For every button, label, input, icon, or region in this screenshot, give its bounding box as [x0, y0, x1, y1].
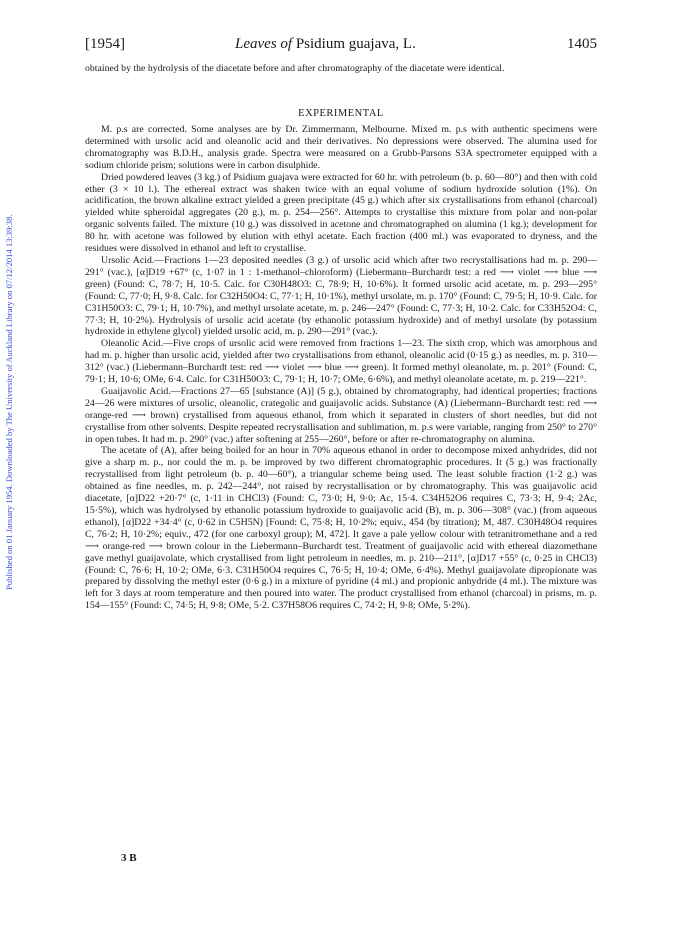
intro-paragraph-block: [85, 63, 597, 75]
paragraph-acetate: The acetate of (A), after being boiled for an hour in 70% aqueous ethanol in order to decompose mixed anhydrides, did not give a sharp m. p., nor could the m. p. be improved by two different chromatographic procedures. It (5 g.) was fractionally recrystallised from light petroleum (b. p. 40—60°), a triangular scheme being used. The least soluble fraction (1·2 g.) was obtained as fine needles, m. p. 242—244°, not raised by recrystallisation or by chromatography. This was guaijavolic acid diacetate, [α]D22 +20·7° (c, 1·11 in CHCl3) (Found: C, 73·0; H, 9·0; Ac, 15·4. C34H52O6 requires C, 73·3; H, 9·4; 2Ac, 15·5%), which was hydrolysed by ethanolic potassium hydroxide to guaijavolic acid (B), m. p. 306—308° (vac.) (from aqueous ethanol), [α]D22 +34·4° (c, 0·62 in C5H5N) [Found: C, 75·8; H, 10·2%; equiv., 454 (by titration); M, 487. C30H48O4 requires C, 76·2; H, 10·2%; equiv., 472 (for one carboxyl group); M, 472]. It gave a pale yellow colour with tetranitromethane and a red ⟶ orange-red ⟶ brown colour in the Liebermann–Burchardt test. Treatment of guaijavolic acid with ethereal diazomethane gave methyl guaijavolate, which crystallised from light petroleum in needles, m. p. 210—211°, [α]D17 +55° (c, 0·25 in CHCl3) (Found: C, 76·6; H, 10·2; OMe, 6·3. C31H50O4 requires C, 76·5; H, 10·4; OMe, 6·4%). Methyl guaijavolate dipropionate was prepared by dissolving the methyl ester (0·6 g.) in a mixture of pyridine (4 ml.) and propionic anhydride (4 ml.). The mixture was left for 3 days at room temperature and then poured into water. The product crystallised from ethanol (charcoal) in prisms, m. p. 154—155° (Found: C, 74·5; H, 9·8; OMe, 5·2. C37H58O6 requires C, 74·2; H, 9·8; OMe, 5·2%).: [85, 445, 597, 612]
download-notice[interactable]: Published on 01 January 1954. Downloaded by The University of Auckland Library on 07/12/2014 13:39:38.: [4, 214, 14, 590]
paragraph-guaijavolic-acid: Guaijavolic Acid.—Fractions 27—65 [substance (A)] (5 g.), obtained by chromatography, had identical properties; fractions 24—26 were mixtures of ursolic, oleanolic, crategolic and guaijavolic acids. Substance (A) (Liebermann–Burchardt test: red ⟶ orange-red ⟶ brown) crystallised from aqueous ethanol, from which it separated in clusters of short needles, but did not crystallise from other solvents. Despite repeated recrystallisation and sublimation, m. p.s were variable, ranging from 250° to 270° in open tubes. It had m. p. 290° (vac.) after softening at 255—260°, before or after re-chromatography on alumina.: [85, 385, 597, 445]
paragraph-ursolic-acid: Ursolic Acid.—Fractions 1—23 deposited needles (3 g.) of ursolic acid which after two recrystallisations had m. p. 290—291° (vac.), [α]D19 +67° (c, 1·07 in 1 : 1-methanol–chloroform) (Liebermann–Burchardt test: a red ⟶ violet ⟶ blue ⟶ green) (Found: C, 78·7; H, 10·5. Calc. for C30H48O3: C, 78·9; H, 10·6%). It formed ursolic acid acetate, m. p. 293—295° (Found: C, 77·0; H, 9·8. Calc. for C32H50O4: C, 77·1; H, 10·1%), methyl ursolate, m. p. 170° (Found: C, 79·5; H, 10·9. Calc. for C31H50O3: C, 79·1; H, 10·7%), and methyl ursolate acetate, m. p. 246—247° (Found: C, 77·3; H, 10·2. Calc. for C33H52O4: C, 77·3; H, 10·2%). Hydrolysis of ursolic acid acetate (by ethanolic potassium hydroxide) and of methyl ursolate (by potassium hydroxide in ethylene glycol) yielded ursolic acid, m. p. 290—291° (vac.).: [85, 254, 597, 338]
paragraph-extraction: Dried powdered leaves (3 kg.) of Psidium guajava were extracted for 60 hr. with petroleum (b. p. 60—80°) and then with cold ether (3 × 10 l.). The ethereal extract was shaken twice with an equal volume of sodium hydroxide solution (1%). On acidification, the brown alkaline extract yielded a green precipitate (45 g.) which after six crystallisations from ethanol (charcoal) yielded white spheroidal aggregates (20 g.), m. p. 254—256°. Attempts to crystallise this mixture from polar and non-polar organic solvents failed. The mixture (10 g.) was dissolved in acetone and chromatographed on alumina (1 kg.); development for 80 hr. with acetone was followed by elution with ethyl acetate. Each fraction (400 ml.) was evaporated to dryness, and the residues were dissolved in ethanol and left to crystallise.: [85, 171, 597, 255]
signature-mark: 3 B: [121, 852, 137, 864]
running-title: [235, 36, 416, 53]
journal-year: [1954]: [85, 36, 125, 52]
running-header: [85, 36, 597, 56]
download-notice-margin: [0, 0, 30, 936]
paragraph-oleanolic-acid: Oleanolic Acid.—Five crops of ursolic acid were removed from fractions 1—23. The sixth crop, which was amorphous and had m. p. higher than ursolic acid, yielded after two crystallisations from ethanol, oleanolic acid (0·15 g.) as needles, m. p. 310—312° (vac.) (Liebermann–Burchardt test: red ⟶ violet ⟶ blue ⟶ green). It formed methyl oleanolate, m. p. 201° (Found: C, 79·1; H, 10·6; OMe, 6·4. Calc. for C31H50O3: C, 79·1; H, 10·7; OMe, 6·6%), and methyl oleanolate acetate, m. p. 219—221°.: [85, 338, 597, 386]
section-title: EXPERIMENTAL: [298, 108, 384, 119]
experimental-body: [85, 124, 597, 612]
intro-paragraph: obtained by the hydrolysis of the diacetate before and after chromatography of the diacetate were identical.: [85, 63, 505, 74]
page-number: 1405: [567, 36, 597, 52]
paragraph-general: M. p.s are corrected. Some analyses are by Dr. Zimmermann, Melbourne. Mixed m. p.s with authentic specimens were determined with ursolic acid and oleanolic acid and their derivatives. No depressions were observed. The alumina used for chromatography was B.D.H., analysis grade. Spectra were measured on a Grubb-Parsons S3A spectrometer equipped with a sodium chloride prism; solutions were in carbon disulphide.: [85, 124, 597, 171]
running-title-species: Psidium guajava, L.: [295, 36, 416, 52]
running-title-prefix: Leaves of: [235, 36, 296, 52]
